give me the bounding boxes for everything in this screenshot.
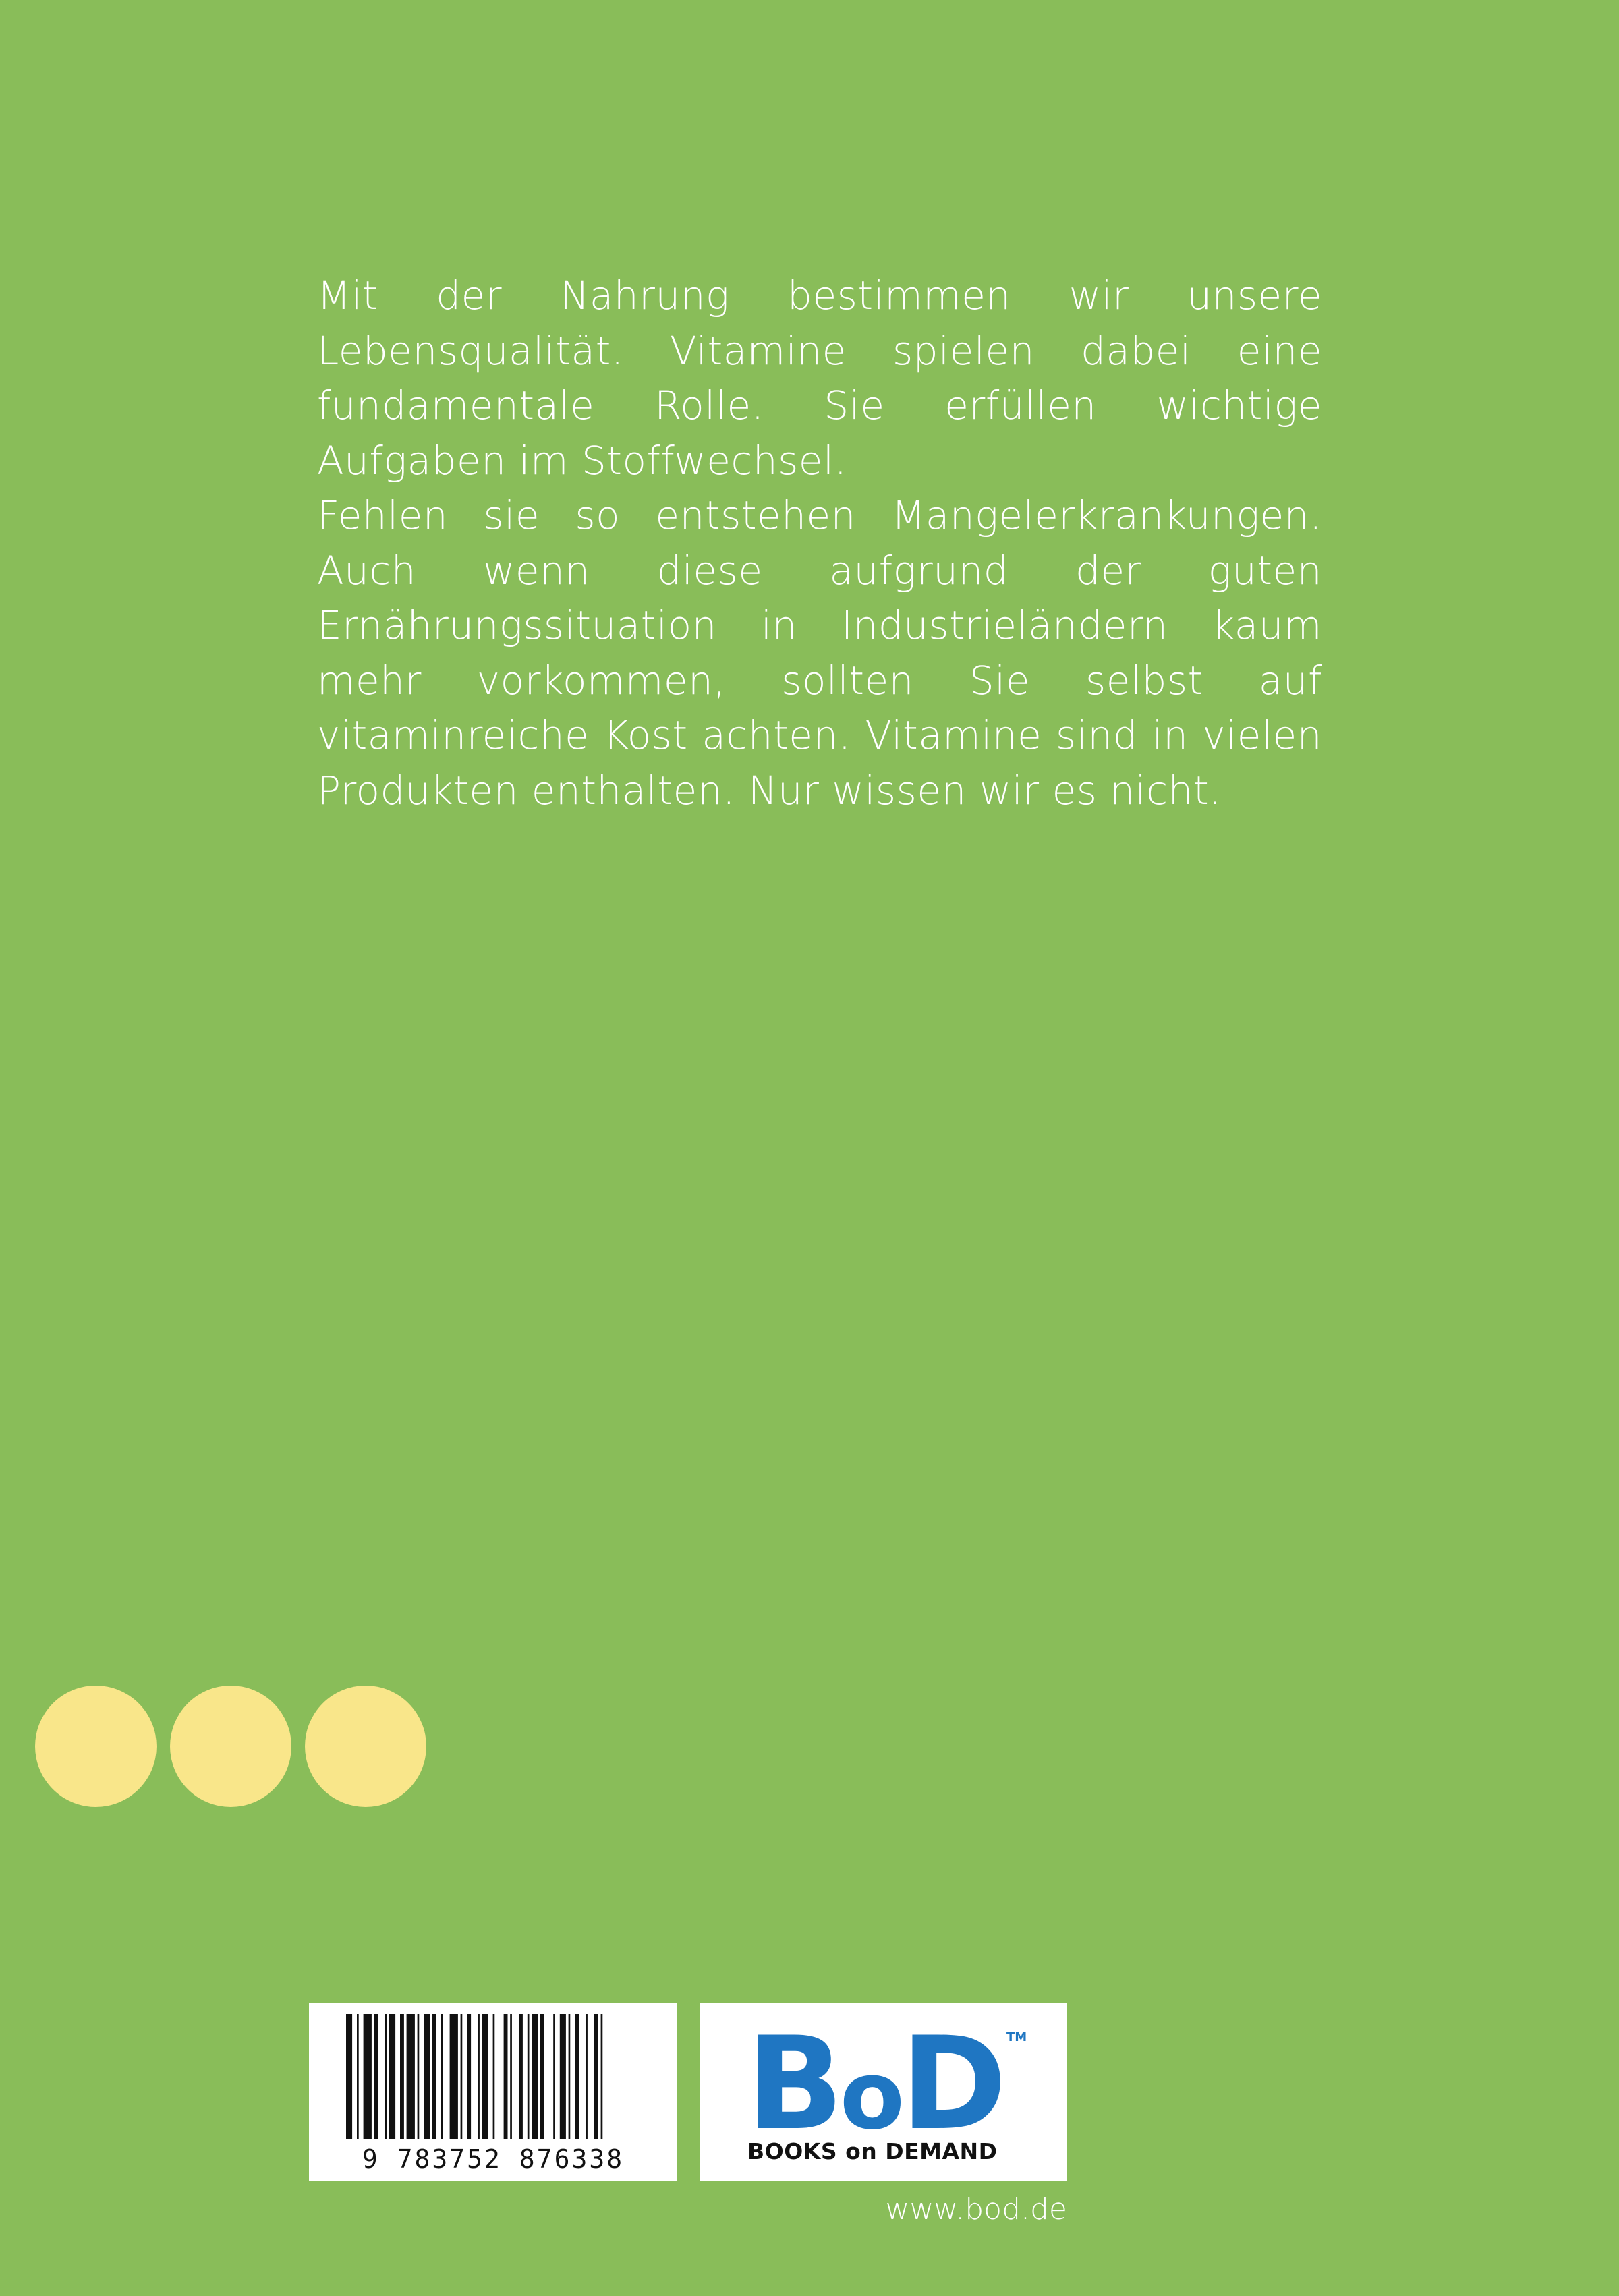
barcode-bar bbox=[540, 2014, 544, 2139]
isbn-number: 9 783752 876338 bbox=[362, 2144, 625, 2174]
barcode-bar bbox=[346, 2014, 352, 2139]
barcode-bar bbox=[493, 2014, 495, 2139]
bod-logo-d: D bbox=[901, 2009, 1003, 2158]
barcode-bar bbox=[461, 2014, 463, 2139]
barcode-bar bbox=[467, 2014, 471, 2139]
decorative-dot bbox=[305, 1686, 426, 1807]
publisher-url: www.bod.de bbox=[885, 2192, 1067, 2227]
blurb-paragraph-2: Fehlen sie so entstehen Mangelerkrankungen. Auch wenn diese aufgrund der guten Ernährungssituation in Industrieländern kaum mehr vorkommen, sollten Sie selbst auf vitaminreiche Kost achten. Vitamine sind in vielen Produkten enthalten. Nur wissen wir es nicht. bbox=[317, 492, 1322, 813]
barcode-bar bbox=[575, 2014, 579, 2139]
barcode-bar bbox=[357, 2014, 359, 2139]
publisher-logo bbox=[700, 2003, 1067, 2181]
barcode-bar bbox=[389, 2014, 395, 2139]
barcode-bar bbox=[385, 2014, 387, 2139]
barcode-bar bbox=[424, 2014, 430, 2139]
barcode-bar bbox=[586, 2014, 588, 2139]
decorative-dot bbox=[35, 1686, 157, 1807]
barcode-bar bbox=[560, 2014, 566, 2139]
decorative-dot bbox=[170, 1686, 291, 1807]
barcode-bar bbox=[418, 2014, 420, 2139]
barcode-bar bbox=[594, 2014, 598, 2139]
barcode-bar bbox=[532, 2014, 538, 2139]
isbn-barcode bbox=[309, 2003, 677, 2181]
barcode-bar bbox=[441, 2014, 443, 2139]
barcode-bar bbox=[478, 2014, 480, 2139]
barcode-bar bbox=[510, 2014, 512, 2139]
barcode-bar bbox=[553, 2014, 555, 2139]
barcode-bar bbox=[407, 2014, 415, 2139]
barcode-bar bbox=[519, 2014, 523, 2139]
bod-logo-b: B bbox=[746, 2009, 840, 2158]
barcode-bar bbox=[482, 2014, 488, 2139]
barcode-bar bbox=[364, 2014, 372, 2139]
barcode-bar bbox=[374, 2014, 378, 2139]
bod-logo-o: o bbox=[839, 2041, 901, 2151]
barcode-bar bbox=[601, 2014, 603, 2139]
barcode-bar bbox=[569, 2014, 571, 2139]
barcode-bars bbox=[346, 2014, 640, 2139]
barcode-bar bbox=[450, 2014, 458, 2139]
publisher-tagline: BOOKS on DEMAND bbox=[747, 2138, 998, 2164]
barcode-bar bbox=[504, 2014, 508, 2139]
barcode-bar bbox=[432, 2014, 436, 2139]
barcode-bar bbox=[400, 2014, 404, 2139]
back-cover-blurb bbox=[317, 268, 1322, 818]
trademark-symbol: TM bbox=[1006, 2030, 1027, 2044]
barcode-bar bbox=[528, 2014, 530, 2139]
decorative-dots bbox=[35, 1686, 426, 1807]
blurb-paragraph-1: Mit der Nahrung bestimmen wir unsere Lebensqualität. Vitamine spielen dabei eine fundamentale Rolle. Sie erfüllen wichtige Aufgaben im Stoffwechsel. bbox=[317, 272, 1322, 484]
